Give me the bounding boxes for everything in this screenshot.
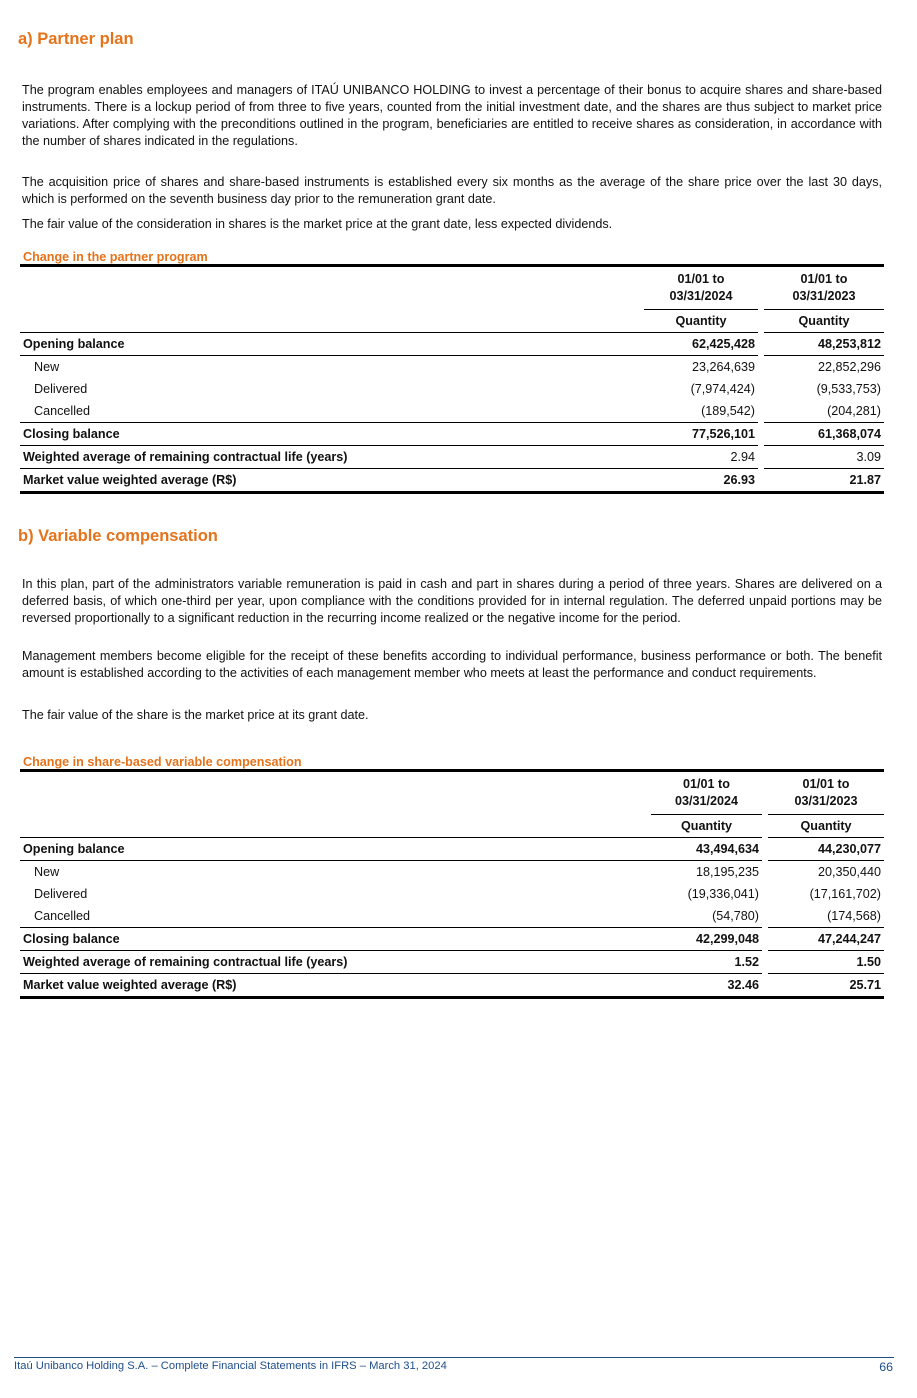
row-label: Weighted average of remaining contractual life (years) (20, 445, 644, 468)
quantity-header-2023: Quantity (764, 309, 884, 332)
table-row (20, 950, 884, 973)
row-value-2024: 32.46 (651, 973, 762, 996)
table-row (20, 422, 884, 445)
row-value-2024: 43,494,634 (651, 837, 762, 860)
row-value-2024: 23,264,639 (644, 355, 758, 378)
row-label: Opening balance (20, 837, 651, 860)
quantity-header-2023: Quantity (768, 814, 884, 837)
row-value-2023: 48,253,812 (764, 332, 884, 355)
row-value-2023: 21.87 (764, 468, 884, 491)
section-b-heading: b) Variable compensation (18, 527, 218, 545)
page-number: 66 (879, 1360, 893, 1374)
variable-compensation-table (20, 769, 884, 999)
row-value-2023: (174,568) (827, 909, 881, 923)
row-label: Market value weighted average (R$) (20, 468, 644, 491)
row-value-2023: (9,533,753) (816, 382, 881, 396)
column-header-2023: 01/01 to 03/31/2023 (792, 272, 856, 303)
row-value-2023: 1.50 (768, 950, 884, 973)
row-value-2023: 47,244,247 (768, 927, 884, 950)
row-value-2024: (189,542) (701, 404, 755, 418)
table-row (20, 905, 884, 927)
table-row (20, 973, 884, 996)
table-row (20, 837, 884, 860)
row-value-2023: 20,350,440 (768, 860, 884, 883)
footer-divider (14, 1357, 894, 1358)
table-unit-row (20, 814, 884, 837)
quantity-header-2024: Quantity (651, 814, 762, 837)
table-row (20, 400, 884, 422)
table-row (20, 355, 884, 378)
section-b-paragraph-3: The fair value of the share is the market price at its grant date. (22, 708, 369, 722)
section-a-heading: a) Partner plan (18, 30, 134, 48)
row-label: Delivered (34, 382, 88, 396)
column-header-2023: 01/01 to 03/31/2023 (794, 777, 858, 808)
section-b-paragraph-2: Management members become eligible for the receipt of these benefits according to individual performance, business performance or both. The benefit amount is established according to the activities of each management member who meets at least the performance and conduct requirements. (22, 649, 882, 680)
row-label: Delivered (34, 887, 88, 901)
table-row (20, 332, 884, 355)
row-value-2024: (54,780) (712, 909, 759, 923)
table-row (20, 927, 884, 950)
section-a-paragraph-1: The program enables employees and managers of ITAÚ UNIBANCO HOLDING to invest a percentage of their bonus to acquire shares and share-based instruments. There is a lockup period of from three to five years, counted from the initial investment date, and the shares are thus subject to market price variations. After complying with the preconditions outlined in the program, beneficiaries are entitled to receive shares as consideration, in accordance with the number of shares indicated in the regulations. (22, 83, 882, 148)
row-label: Closing balance (20, 422, 644, 445)
row-label: Weighted average of remaining contractual life (years) (20, 950, 651, 973)
row-label: Cancelled (34, 909, 91, 923)
row-value-2023: 61,368,074 (764, 422, 884, 445)
row-value-2023: 22,852,296 (764, 355, 884, 378)
row-value-2024: 62,425,428 (644, 332, 758, 355)
row-value-2024: 18,195,235 (651, 860, 762, 883)
column-header-2024: 01/01 to 03/31/2024 (674, 777, 739, 808)
section-a-paragraph-2: The acquisition price of shares and share-based instruments is established every six months as the average of the share price over the last 30 days, which is performed on the seventh business day prior to the remuneration grant date. (22, 175, 882, 206)
row-label: Closing balance (20, 927, 651, 950)
section-b-paragraph-1: In this plan, part of the administrators variable remuneration is paid in cash and part in shares during a period of three years. Shares are delivered on a deferred basis, of which one-third per year, upon compliance with the conditions provided for in internal regulation. The deferred unpaid portions may be reversed proportionally to a significant reduction in the recurring income realized or the negative income for the period. (22, 577, 882, 625)
table-unit-row (20, 309, 884, 332)
row-label: Opening balance (20, 332, 644, 355)
table-row (20, 445, 884, 468)
table-header-row (20, 267, 884, 309)
section-a-paragraph-3: The fair value of the consideration in shares is the market price at the grant date, less expected dividends. (22, 217, 613, 231)
row-value-2024: (7,974,424) (690, 382, 755, 396)
table-row (20, 468, 884, 491)
row-label: New (20, 355, 644, 378)
table-row (20, 883, 884, 905)
row-value-2023: (204,281) (827, 404, 881, 418)
row-value-2023: 44,230,077 (768, 837, 884, 860)
partner-table-title: Change in the partner program (23, 250, 208, 264)
row-value-2024: (19,336,041) (687, 887, 759, 901)
table-header-row (20, 772, 884, 814)
partner-program-table (20, 264, 884, 494)
row-label: Market value weighted average (R$) (20, 973, 651, 996)
variable-comp-table-title: Change in share-based variable compensation (23, 755, 302, 769)
table-row (20, 378, 884, 400)
row-value-2023: 25.71 (768, 973, 884, 996)
row-label: Cancelled (34, 404, 91, 418)
row-value-2024: 2.94 (644, 445, 758, 468)
row-value-2023: (17,161,702) (809, 887, 881, 901)
column-header-2024: 01/01 to 03/31/2024 (669, 272, 733, 303)
row-value-2024: 42,299,048 (651, 927, 762, 950)
row-value-2024: 77,526,101 (644, 422, 758, 445)
row-value-2023: 3.09 (764, 445, 884, 468)
footer-text: Itaú Unibanco Holding S.A. – Complete Financial Statements in IFRS – March 31, 2024 (14, 1360, 447, 1372)
table-row (20, 860, 884, 883)
row-value-2024: 26.93 (644, 468, 758, 491)
quantity-header-2024: Quantity (644, 309, 758, 332)
row-value-2024: 1.52 (651, 950, 762, 973)
row-label: New (20, 860, 651, 883)
